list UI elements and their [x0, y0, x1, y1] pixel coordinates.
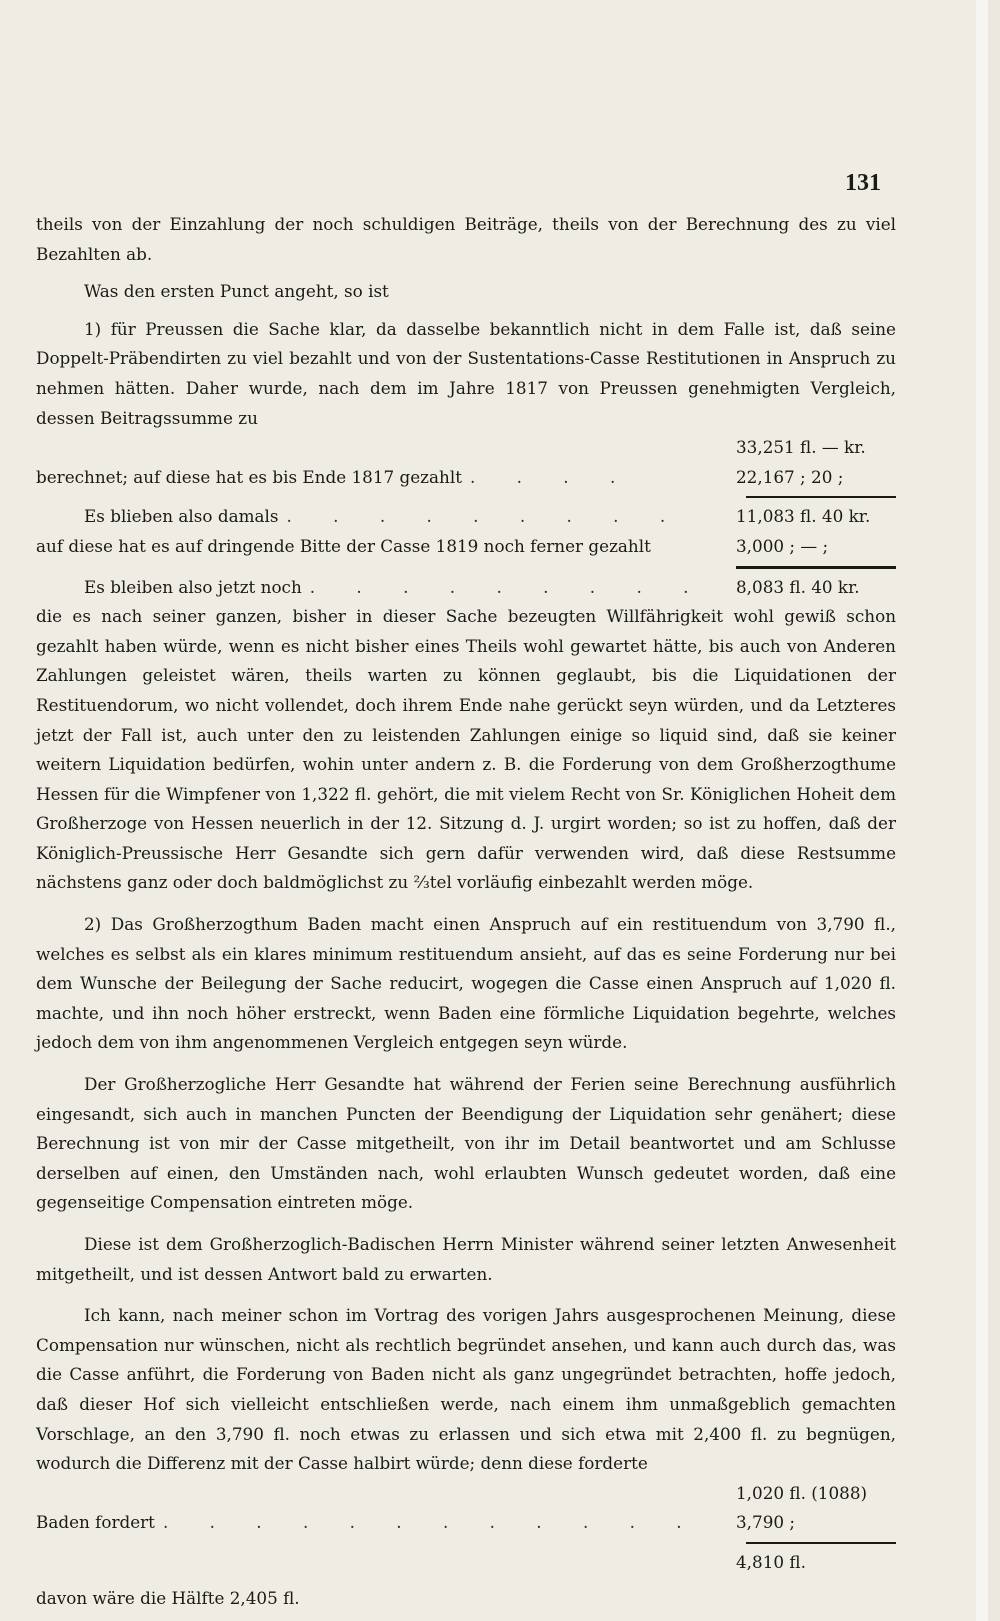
paragraph-envoy: Der Großherzogliche Herr Gesandte hat während der Ferien seine Berechnung ausführlich eingesandt, sich auch in manchen Puncten der Beendigung der Liquidation sehr genähert; diese Berechnung ist von mir der Casse mitgetheilt, von ihr im Detail beantwortet und am Schlusse derselben auf einen, den Umständen nach, wohl erlaubten Wunsch gedeutet worden, daß eine gegenseitige Compensation eintreten möge. [36, 1074, 896, 1213]
ledger-line-still-due [36, 573, 896, 603]
ledger-value: 1,020 fl. (1088) [736, 1482, 868, 1503]
page-text [36, 210, 896, 1613]
ledger-line-baden [36, 1508, 896, 1538]
page-edge [976, 0, 988, 1621]
ledger-label: davon wäre die Hälfte 2,405 fl. [36, 1587, 300, 1608]
paragraph-first-point: Was den ersten Punct angeht, so ist [84, 281, 389, 302]
page-number: 131 [845, 170, 881, 196]
ledger-label: auf diese hat es auf dringende Bitte der Casse 1819 noch ferner gezahlt [36, 535, 651, 556]
ledger-value: 22,167 ; 20 ; [736, 466, 844, 487]
ledger-value: 11,083 fl. 40 kr. [736, 506, 871, 527]
paragraph-prussia-cont: die es nach seiner ganzen, bisher in dieser Sache bezeugten Willfährigkeit wohl gewiß schon gezahlt haben würde, wenn es nicht bisher eines Theils wohl gewartet hätte, bis auch von Anderen Zahlungen geleistet wären, theils warten zu können geglaubt, bis die Liquidationen der Restituendorum, wo nicht vollendet, doch ihrem Ende nahe gerückt seyn würden, und da Letzteres jetzt der Fall ist, auch unter den zu leistenden Zahlungen einige so liquid sind, daß sie keiner weitern Liquidation bedürfen, wohin unter andern z. B. die Forderung von dem Großherzogthume Hessen für die Wimpfener von 1,322 fl. gehört, die mit vielem Recht von Sr. Königlichen Hoheit dem Großherzoge von Hessen neuerlich in der 12. Sitzung d. J. urgirt worden; so ist zu hoffen, daß der Königlich-Preussische Herr Gesandte sich gern dafür verwenden wird, daß diese Restsumme nächstens ganz oder doch baldmöglichst zu ⅔tel vorläufig einbezahlt werden möge. [36, 606, 896, 893]
ledger-label: berechnet; auf diese hat es bis Ende 1817 gezahlt [36, 466, 462, 487]
ledger-line-paid [36, 463, 896, 493]
leader-dots: . . . . . . . . . . . . [162, 1512, 700, 1533]
paragraph-minister: Diese ist dem Großherzoglich-Badischen Herrn Minister während seiner letzten Anwesenheit mitgetheilt, und ist dessen Antwort bald zu erwarten. [36, 1234, 896, 1284]
ledger-line-casse [36, 1479, 896, 1509]
sum-rule [736, 566, 896, 569]
ledger-line-remaining [36, 502, 896, 532]
paragraph-baden: 2) Das Großherzogthum Baden macht einen Anspruch auf ein restituendum von 3,790 fl., welches es selbst als ein klares minimum restituendum ansieht, auf das es seine Forderung nur bei dem Wunsche der Beilegung der Sache reducirt, wogegen die Casse einen Anspruch auf 1,020 fl. machte, und ihn noch höher erstreckt, wenn Baden eine förmliche Liquidation begehrte, welches jedoch dem von ihm angenommenen Vergleich entgegen seyn würde. [36, 914, 896, 1053]
sum-rule [746, 1542, 896, 1544]
ledger-line-total [36, 1548, 896, 1578]
paragraph-opinion: Ich kann, nach meiner schon im Vortrag des vorigen Jahrs ausgesprochenen Meinung, diese Compensation nur wünschen, nicht als rechtlich begründet ansehen, und kann auch durch das, was die Casse anführt, die Forderung von Baden nicht als ganz ungegründet betrachten, hoffe jedoch, daß dieser Hof sich vielleicht entschließen werde, nach einem ihm unmaßgeblich gemachten Vorschlage, an den 3,790 fl. noch etwas zu erlassen und sich etwa mit 2,400 fl. zu begnügen, wodurch die Differenz mit der Casse halbirt würde; denn diese forderte [36, 1305, 896, 1474]
ledger-line-contribution [36, 433, 896, 463]
ledger-label: Es bleiben also jetzt noch [84, 576, 302, 597]
leader-dots: . . . . . . . . . [309, 576, 707, 597]
ledger-value: 3,790 ; [736, 1512, 796, 1533]
paragraph-continuation: theils von der Einzahlung der noch schuldigen Beiträge, theils von der Berechnung des zu viel Bezahlten ab. [36, 214, 896, 264]
ledger-label: Es blieben also damals [84, 506, 279, 527]
ledger-label: Baden fordert [36, 1512, 155, 1533]
ledger-line-half [36, 1584, 896, 1614]
paragraph-prussia: 1) für Preussen die Sache klar, da dasselbe bekanntlich nicht in dem Falle ist, daß seine Doppelt-Präbendirten zu viel bezahlt und von der Sustentations-Casse Restitutionen in Anspruch zu nehmen hätten. Daher wurde, nach dem im Jahre 1817 von Preussen genehmigten Vergleich, dessen Beitragssumme zu [36, 318, 896, 428]
ledger-value: 3,000 ; — ; [736, 535, 829, 556]
leader-dots: . . . . [469, 466, 634, 487]
ledger-value: 4,810 fl. [736, 1551, 806, 1572]
leader-dots: . . . . . . . . . [286, 506, 684, 527]
ledger-value: 8,083 fl. 40 kr. [736, 576, 860, 597]
ledger-line-1819 [36, 532, 896, 562]
ledger-value: 33,251 fl. — kr. [736, 437, 866, 458]
sum-rule [746, 496, 896, 498]
